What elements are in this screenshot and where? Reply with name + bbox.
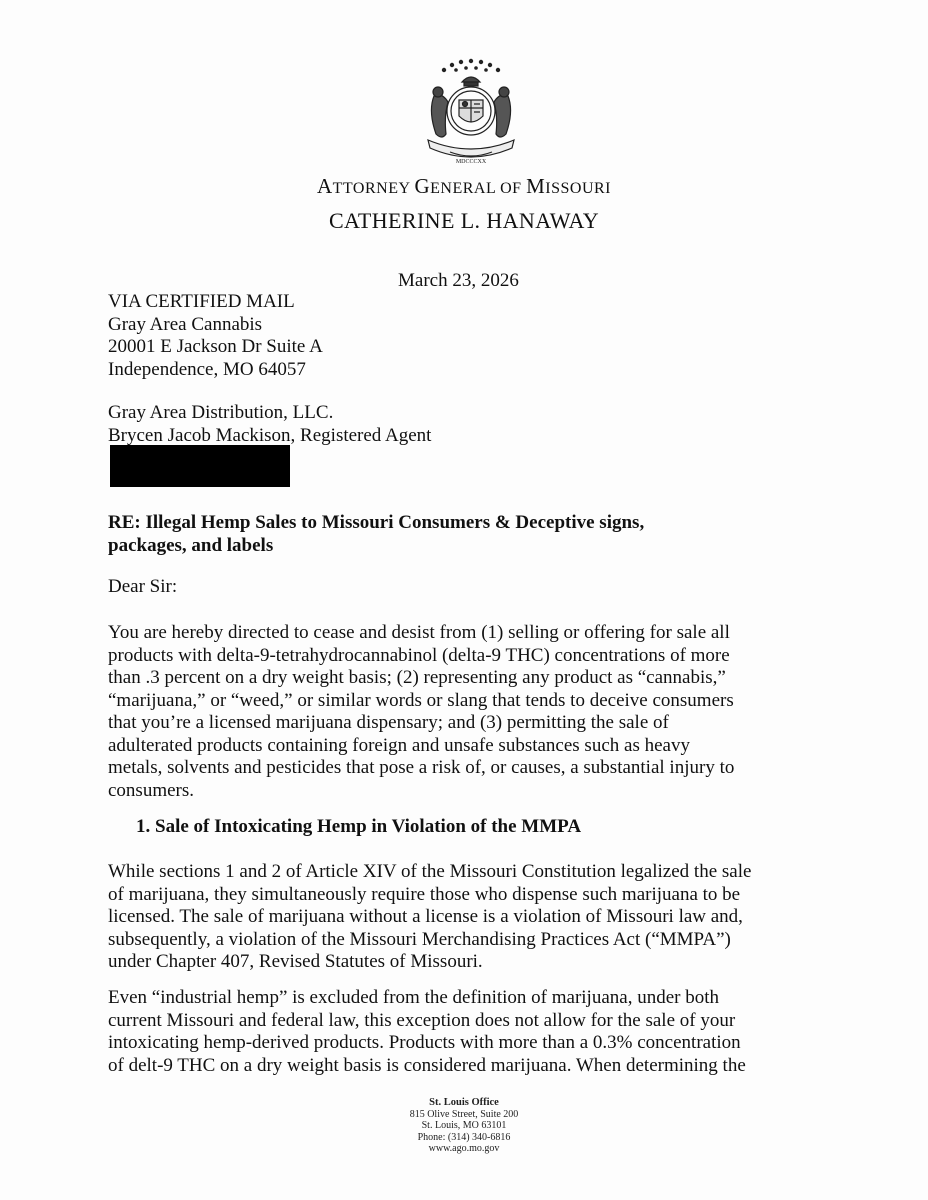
footer-city: St. Louis, MO 63101 — [421, 1120, 507, 1131]
recipient-address-2: Gray Area Distribution, LLC. Brycen Jacob Mackison, Registered Agent — [108, 402, 432, 446]
recipient-address-1: VIA CERTIFIED MAIL Gray Area Cannabis 20001 E Jackson Dr Suite A Independence, MO 64057 — [108, 291, 323, 380]
redaction-bar — [110, 445, 290, 487]
footer-phone: Phone: (314) 340-6816 — [417, 1131, 511, 1143]
office-footer — [0, 1097, 928, 1155]
paragraph-constitution: While sections 1 and 2 of Article XIV of the Missouri Constitution legalized the sale of marijuana, they simultaneously require those who dispense such marijuana to be licensed. The sale of marijuana without a license is a violation of Missouri law and, subsequently, a violation of the Missouri Merchandising Practices Act (“MMPA”) under Chapter 407, Revised Statutes of Missouri. — [108, 861, 752, 972]
attorney-general-name: CATHERINE L. HANAWAY — [328, 208, 600, 233]
footer-website[interactable]: www.ago.mo.gov — [428, 1143, 500, 1154]
subject-line: RE: Illegal Hemp Sales to Missouri Consumers & Deceptive signs, packages, and labels — [108, 512, 645, 556]
footer-street: 815 Olive Street, Suite 200 — [409, 1108, 519, 1120]
paragraph-industrial-hemp: Even “industrial hemp” is excluded from the definition of marijuana, under both current Missouri and federal law, this exception does not allow for the sale of your intoxicating hemp-derived products. Products with more than a 0.3% concentration of delt-9 THC on a dry weight basis is considered marijuana. When determining the — [108, 987, 746, 1076]
section-heading: 1. Sale of Intoxicating Hemp in Violation of the MMPA — [136, 816, 582, 837]
footer-office: St. Louis Office — [429, 1097, 499, 1108]
salutation: Dear Sir: — [108, 576, 178, 597]
missouri-state-seal-icon — [414, 56, 528, 170]
seal-roman-numeral: MDCCCXX — [455, 159, 487, 165]
letter-date: March 23, 2026 — [398, 270, 519, 291]
paragraph-cease-and-desist: You are hereby directed to cease and desist from (1) selling or offering for sale all products with delta-9-tetrahydrocannabinol (delta-9 THC) concentrations of more than .3 percent on a dry weight basis; (2) representing any product as “cannabis,” “marijuana,” or “weed,” or similar words or slang that tends to deceive consumers that you’re a licensed marijuana dispensary; and (3) permitting the sale of adulterated products containing foreign and unsafe substances such as heavy metals, solvents and pesticides that pose a risk of, or causes, a substantial injury to consumers. — [108, 622, 735, 801]
office-title: ATTORNEY GENERAL OF MISSOURI — [316, 174, 611, 198]
